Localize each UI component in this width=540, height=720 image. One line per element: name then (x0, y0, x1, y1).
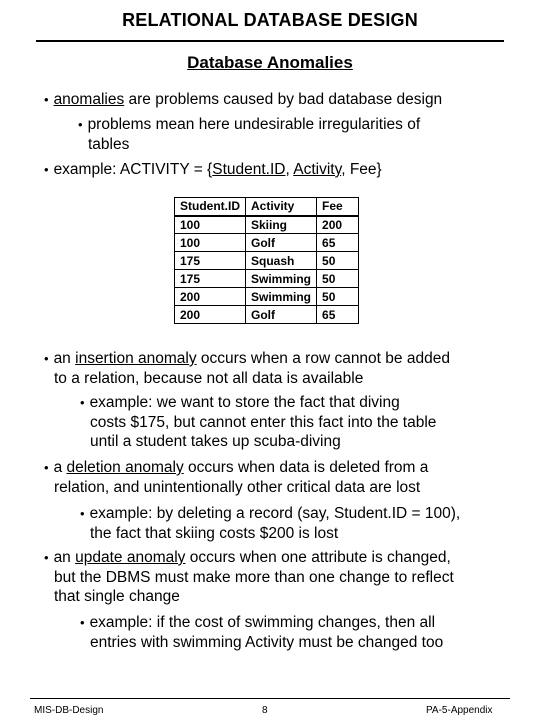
cell-student-id: 175 (175, 270, 246, 288)
activity-table (174, 197, 359, 324)
cell-activity: Swimming (246, 288, 317, 306)
bullet-text-line2: entries with swimming Activity must be changed too (90, 633, 444, 651)
bullet-text-sep: , (285, 161, 294, 178)
cell-activity: Golf (246, 234, 317, 252)
table-header-row (175, 198, 359, 216)
cell-fee: 65 (317, 306, 359, 324)
bullet-text-line1: example: we want to store the fact that diving (89, 394, 400, 411)
bullet-dot: • (44, 460, 49, 475)
bullet-text-pre: an (53, 549, 76, 566)
bullet-dot: • (44, 351, 49, 366)
bullet-text-line1: occurs when data is deleted from a (183, 459, 429, 476)
sub-bullet-insertion-example (80, 393, 480, 452)
bullet-deletion-anomaly (44, 458, 514, 497)
bullet-text-prefix: example: ACTIVITY = { (53, 161, 213, 178)
cell-fee: 200 (317, 216, 359, 234)
header-fee: Fee (317, 198, 359, 216)
title-divider (36, 40, 504, 42)
cell-fee: 50 (317, 270, 359, 288)
bullet-text-line1: occurs when one attribute is changed, (185, 549, 451, 566)
term-deletion-anomaly: deletion anomaly (66, 459, 184, 476)
bullet-text-line2: but the DBMS must make more than one change to reflect (54, 568, 454, 586)
slide-title: RELATIONAL DATABASE DESIGN (122, 10, 418, 30)
table-row (175, 234, 359, 252)
bullet-text-line2: to a relation, because not all data is available (54, 369, 364, 387)
cell-activity: Swimming (246, 270, 317, 288)
cell-student-id: 100 (175, 216, 246, 234)
key-student-id: Student.ID (212, 161, 286, 178)
cell-student-id: 200 (175, 306, 246, 324)
bullet-insertion-anomaly (44, 349, 514, 388)
cell-fee: 65 (317, 234, 359, 252)
term-insertion-anomaly: insertion anomaly (75, 350, 197, 367)
table-row (175, 306, 359, 324)
cell-student-id: 200 (175, 288, 246, 306)
cell-fee: 50 (317, 288, 359, 306)
bullet-text-line1: problems mean here undesirable irregularities of (87, 116, 421, 133)
table-row (175, 270, 359, 288)
bullet-text-line2: relation, and unintentionally other critical data are lost (54, 478, 421, 496)
cell-activity: Golf (246, 306, 317, 324)
footer-section-label: PA-5-Appendix (426, 705, 493, 716)
bullet-text-line1: example: by deleting a record (say, Student.ID = 100), (89, 505, 461, 522)
bullet-dot: • (80, 615, 85, 630)
bullet-text-suffix: , Fee} (341, 161, 382, 178)
bullet-dot: • (44, 92, 49, 107)
bullet-dot: • (78, 117, 83, 132)
bullet-text-pre: an (53, 350, 76, 367)
bullet-text-line3: until a student takes up scuba-diving (90, 433, 341, 450)
footer-course-name: MIS-DB-Design (34, 705, 104, 716)
bullet-activity-example (44, 160, 514, 180)
bullet-text-line3: that single change (54, 588, 180, 605)
bullet-dot: • (44, 550, 49, 565)
footer-page-number: 8 (262, 705, 268, 716)
bullet-text-line1: example: if the cost of swimming changes, then all (89, 614, 436, 631)
bullet-text-line2: costs $175, but cannot enter this fact into the table (90, 413, 437, 431)
bullet-update-anomaly (44, 548, 514, 607)
term-update-anomaly: update anomaly (75, 549, 186, 566)
cell-fee: 50 (317, 252, 359, 270)
section-heading: Database Anomalies (187, 53, 353, 72)
table-row (175, 216, 359, 234)
bullet-text-line2: tables (88, 135, 130, 153)
header-student-id: Student.ID (175, 198, 246, 216)
footer-divider (30, 698, 510, 699)
table-row (175, 252, 359, 270)
sub-bullet-update-example (80, 613, 510, 652)
cell-activity: Squash (246, 252, 317, 270)
bullet-text-line2: the fact that skiing costs $200 is lost (90, 524, 339, 542)
table-row (175, 288, 359, 306)
bullet-anomalies-definition (44, 90, 514, 110)
header-activity: Activity (246, 198, 317, 216)
bullet-text-line1: occurs when a row cannot be added (196, 350, 450, 367)
bullet-text-pre: a (53, 459, 67, 476)
bullet-dot: • (44, 162, 49, 177)
cell-student-id: 175 (175, 252, 246, 270)
bullet-dot: • (80, 395, 85, 410)
term-anomalies: anomalies (53, 91, 125, 108)
sub-bullet-deletion-example (80, 504, 510, 543)
sub-bullet-irregularities (78, 115, 498, 154)
cell-activity: Skiing (246, 216, 317, 234)
bullet-text: are problems caused by bad database design (124, 91, 443, 108)
key-activity: Activity (293, 161, 342, 178)
bullet-dot: • (80, 506, 85, 521)
cell-student-id: 100 (175, 234, 246, 252)
